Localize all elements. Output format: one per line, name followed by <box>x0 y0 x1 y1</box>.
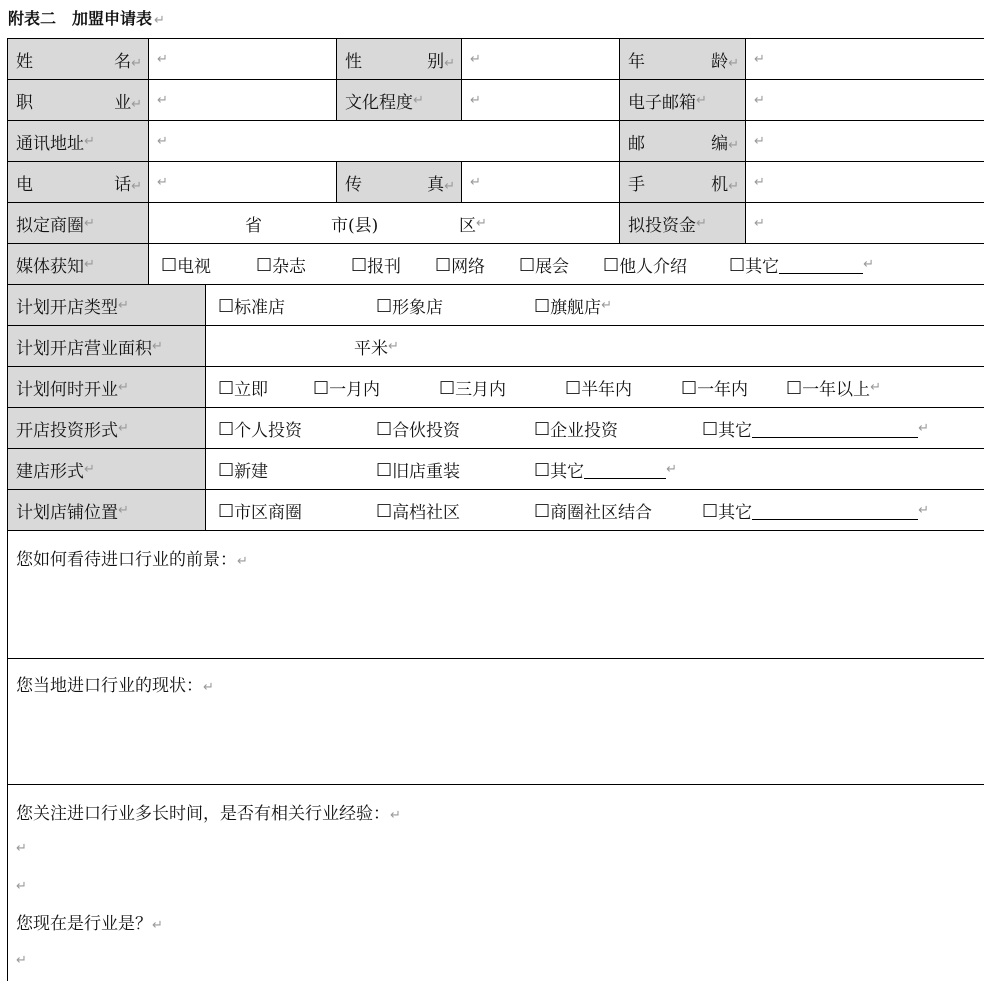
district-text: 区 ↵ <box>459 215 487 236</box>
build-other-blank[interactable] <box>584 460 666 479</box>
row-address <box>8 121 984 162</box>
email-field[interactable]: ↵ <box>754 92 765 108</box>
question-prospects[interactable] <box>8 531 984 659</box>
row-build-form <box>8 449 984 490</box>
location-upscale-community[interactable]: □ 高档社区 <box>376 500 461 523</box>
row-media <box>8 244 984 285</box>
question-experience-text: 您关注进口行业多长时间，是否有相关行业经验：↵ <box>16 804 401 824</box>
document-title <box>8 6 165 32</box>
store-area-field[interactable] <box>206 326 984 366</box>
question-local-status-text: 您当地进口行业的现状：↵ <box>16 676 214 696</box>
row-store-area <box>8 326 984 367</box>
investment-individual[interactable]: □ 个人投资 <box>218 418 303 441</box>
row-investment-form <box>8 408 984 449</box>
media-other-blank[interactable] <box>779 255 863 274</box>
media-option-referral[interactable]: □ 他人介绍 <box>603 254 688 277</box>
zip-field[interactable]: ↵ <box>754 133 765 149</box>
education-field[interactable]: ↵ <box>462 80 620 120</box>
gender-field[interactable]: ↵ <box>462 39 620 79</box>
location-other-blank[interactable] <box>752 501 918 520</box>
media-option-tv[interactable]: □ 电视 <box>161 254 212 277</box>
address-label: 通讯地址 ↵ <box>8 121 149 161</box>
location-other[interactable]: □ 其它 ↵ <box>702 500 929 523</box>
row-opening-time <box>8 367 984 408</box>
mobile-label: 手 机↵ <box>620 162 746 202</box>
investment-corporate[interactable]: □ 企业投资 <box>534 418 619 441</box>
row-store-location <box>8 490 984 531</box>
build-new[interactable]: □ 新建 <box>218 459 269 482</box>
investment-partnership[interactable]: □ 合伙投资 <box>376 418 461 441</box>
investment-other-blank[interactable] <box>752 419 918 438</box>
store-location-label: 计划店铺位置 ↵ <box>8 490 206 530</box>
investment-label: 拟投资金 ↵ <box>620 203 746 243</box>
phone-field[interactable]: ↵ <box>149 162 337 202</box>
age-field[interactable]: ↵ <box>754 51 765 67</box>
row-personal-1 <box>8 39 984 80</box>
age-label: 年 龄↵ <box>620 39 746 79</box>
opening-over-one-year[interactable]: □ 一年以上 ↵ <box>786 377 881 400</box>
trade-area-field[interactable] <box>149 203 620 243</box>
store-type-options <box>206 285 984 325</box>
location-combined[interactable]: □ 商圈社区结合 <box>534 500 653 523</box>
zip-label: 邮 编↵ <box>620 121 746 161</box>
application-form-table <box>7 38 984 981</box>
education-label: 文化程度 ↵ <box>337 80 462 120</box>
question-prospects-text: 您如何看待进口行业的前景：↵ <box>16 550 248 570</box>
province-text: 省 <box>245 215 262 236</box>
media-option-expo[interactable]: □ 展会 <box>519 254 570 277</box>
blank-line-1: ↵ <box>16 841 27 856</box>
media-option-internet[interactable]: □ 网络 <box>435 254 486 277</box>
media-option-other[interactable]: □ 其它 ↵ <box>729 254 874 277</box>
job-field[interactable]: ↵ <box>149 80 337 120</box>
store-area-unit: 平米 ↵ <box>354 338 399 359</box>
paragraph-mark-icon: ↵ <box>154 13 165 28</box>
city-text: 市(县) <box>331 215 379 236</box>
store-type-flagship[interactable]: □ 旗舰店 ↵ <box>534 295 612 318</box>
opening-immediately[interactable]: □ 立即 <box>218 377 269 400</box>
mobile-field[interactable]: ↵ <box>754 174 765 190</box>
trade-area-label: 拟定商圈 ↵ <box>8 203 149 243</box>
row-trade-area <box>8 203 984 244</box>
media-option-magazine[interactable]: □ 杂志 <box>256 254 307 277</box>
name-label: 姓 名↵ <box>8 39 149 79</box>
media-label: 媒体获知 ↵ <box>8 244 149 284</box>
store-location-options <box>206 490 984 530</box>
question-experience-area[interactable] <box>8 785 984 981</box>
opening-one-month[interactable]: □ 一月内 <box>313 377 381 400</box>
blank-line-3: ↵ <box>16 953 27 968</box>
row-contact <box>8 162 984 203</box>
store-area-label: 计划开店营业面积 ↵ <box>8 326 206 366</box>
title-text: 附表二 加盟申请表 <box>8 9 153 28</box>
opening-three-months[interactable]: □ 三月内 <box>439 377 507 400</box>
build-form-options <box>206 449 984 489</box>
opening-one-year[interactable]: □ 一年内 <box>681 377 749 400</box>
row-personal-2 <box>8 80 984 121</box>
store-type-image[interactable]: □ 形象店 <box>376 295 444 318</box>
investment-form-label: 开店投资形式 ↵ <box>8 408 206 448</box>
question-current-industry-text: 您现在是行业是？↵ <box>16 914 163 934</box>
store-type-label: 计划开店类型 ↵ <box>8 285 206 325</box>
investment-form-options <box>206 408 984 448</box>
store-type-standard[interactable]: □ 标准店 <box>218 295 286 318</box>
investment-other[interactable]: □ 其它 ↵ <box>702 418 929 441</box>
gender-label: 性 别↵ <box>337 39 462 79</box>
phone-label: 电 话↵ <box>8 162 149 202</box>
opening-half-year[interactable]: □ 半年内 <box>565 377 633 400</box>
blank-line-2: ↵ <box>16 879 27 894</box>
fax-field[interactable]: ↵ <box>462 162 620 202</box>
opening-time-options <box>206 367 984 407</box>
media-option-newspaper[interactable]: □ 报刊 <box>351 254 402 277</box>
build-form-label: 建店形式 ↵ <box>8 449 206 489</box>
address-field[interactable]: ↵ <box>149 121 620 161</box>
build-other[interactable]: □ 其它 ↵ <box>534 459 677 482</box>
build-renovate[interactable]: □ 旧店重装 <box>376 459 461 482</box>
row-store-type <box>8 285 984 326</box>
question-local-status[interactable] <box>8 659 984 785</box>
media-options <box>149 244 984 284</box>
name-field[interactable]: ↵ <box>149 39 337 79</box>
investment-field[interactable]: ↵ <box>754 215 765 231</box>
location-downtown[interactable]: □ 市区商圈 <box>218 500 303 523</box>
opening-time-label: 计划何时开业 ↵ <box>8 367 206 407</box>
email-label: 电子邮箱 ↵ <box>620 80 746 120</box>
job-label: 职 业↵ <box>8 80 149 120</box>
fax-label: 传 真↵ <box>337 162 462 202</box>
